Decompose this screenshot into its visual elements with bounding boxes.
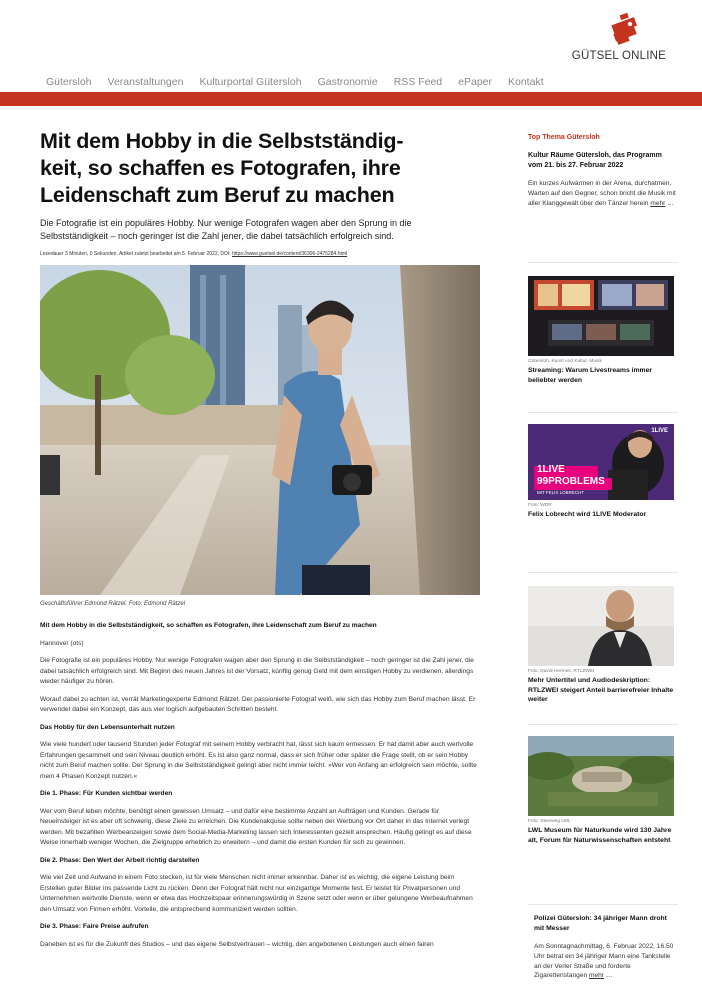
sidebar-card[interactable]: [528, 736, 674, 845]
card-source: Gütersloh, Kunst und Kultur, Musik: [528, 359, 602, 364]
news-teaser: Am Sonntagnachmittag, 6. Februar 2022, 16.50 Uhr betrat ein 34 jähriger Mann eine Tankstelle an der Verler Straße und forderte Zigarettenstangen: [534, 943, 674, 980]
article: [40, 128, 480, 957]
card-image-text: 1LIVE: [537, 464, 565, 475]
top-thema-title[interactable]: Kultur Räume Gütersloh, das Programm vom 21. bis 27. Februar 2022: [528, 152, 662, 169]
sidebar-top-thema: [528, 134, 678, 209]
title-line: Mit dem Hobby in die Selbstständig-: [40, 129, 404, 153]
card-image: [528, 736, 674, 816]
card-source: Foto: Steinweg LWL: [528, 819, 571, 824]
sidebar-divider: [528, 262, 678, 263]
article-meta: [40, 251, 480, 257]
card-image: [528, 586, 674, 666]
body-paragraph: Daneben ist es für die Zukunft des Studios – und das eigene Selbstvertrauen – wichtig, den angebotenen Leistungen auch einen fairen: [40, 940, 434, 948]
sidebar-card[interactable]: [528, 276, 674, 385]
top-thema-teaser: Ein kurzes Aufwärmen in der Arena, durchatmen, Warten auf den Gegner, schon bricht die Musik mit aller Klanggewalt über den Tänzer herein: [528, 180, 676, 207]
body-heading: Die 2. Phase: Den Wert der Arbeit richtig darstellen: [40, 856, 200, 864]
sidebar-divider: [528, 572, 678, 573]
card-title[interactable]: Streaming: Warum Livestreams immer beliebter werden: [528, 367, 653, 384]
nav-item-kulturportal[interactable]: Kulturportal Gütersloh: [199, 76, 302, 88]
site-logo[interactable]: [556, 12, 666, 68]
nav-item-rss-feed[interactable]: RSS Feed: [393, 76, 443, 88]
news-title[interactable]: Polizei Gütersloh: 34 jähriger Mann droht mit Messer: [534, 915, 667, 932]
body-paragraph: Wie viel Zeit und Aufwand in einem Foto stecken, ist für viele Menschen nicht immer erkennbar. Daher ist es wichtig, die eigene Leistung beim Erstellen guter Bilder ins passende Licht zu rücken. Denn der Fotograf hält nicht nur einzigartige Momente fest. Er leistet für Privatpersonen und Unternehmen wertvolle Dienste, wenn er etwa das Hochzeitspaar erinnerungswürdig in Szene setzt oder wenn er über gelungene Werbeaufnahmen den Umsatz von Firmen erhöht. Vorteile, die entsprechend kommuniziert werden sollten.: [40, 874, 473, 913]
card-image-text: MIT FELIX LOBRECHT: [537, 490, 585, 495]
card-title[interactable]: Mehr Untertitel und Audiodeskription: RTLZWEI steigert Anteil barrierefreier Inhalte weiter: [528, 677, 674, 703]
meta-text: Lesedauer 3 Minuten, 0 Sekunden. Artikel zuletzt bearbeitet am 5. Februar 2022, DOI:: [40, 251, 231, 257]
sidebar-card[interactable]: [528, 424, 674, 520]
body-paragraph: Hannover (ots): [40, 639, 84, 647]
article-title: [40, 128, 480, 209]
photo-caption: Geschäftsführer Edmond Rätzel. Foto: Edmond Rätzel: [40, 601, 186, 607]
body-paragraph: Worauf dabei zu achten ist, verrät Marketingexperte Edmond Rätzel. Der passionierte Fotograf weiß, wie sich das Hobby zum Beruf machen lässt. Er verwendet dabei ein Konzept, das aus vier logisch aufgebauten Schritten besteht.: [40, 695, 476, 713]
sidebar-card[interactable]: [528, 586, 674, 705]
ellipsis: …: [604, 972, 613, 980]
nav-item-gastronomie[interactable]: Gastronomie: [317, 76, 378, 88]
card-title[interactable]: LWL Museum für Naturkunde wird 130 Jahre alt, Forum für Naturwissenschaften entsteht: [528, 827, 672, 844]
body-heading: Die 3. Phase: Faire Preise aufrufen: [40, 923, 149, 930]
sidebar-divider: [528, 724, 678, 725]
more-link[interactable]: mehr: [650, 200, 666, 207]
more-link[interactable]: mehr: [589, 972, 605, 980]
top-thema-text: [528, 179, 678, 209]
article-body: [40, 621, 480, 950]
article-lead: Die Fotografie ist ein populäres Hobby. Nur wenige Fotografen wagen aber den Sprung in die Selbstständigkeit – noch geringer ist die Zahl jener, die dabei tatsächlich erfolgreich sind.: [40, 218, 412, 241]
ellipsis: …: [665, 200, 674, 207]
news-text: [534, 942, 674, 981]
sidebar-divider: [528, 904, 678, 905]
body-heading: Mit dem Hobby in die Selbstständigkeit, so schaffen es Fotografen, ihre Leidenschaft zum Beruf zu machen: [40, 622, 377, 629]
body-paragraph: Die Fotografie ist ein populäres Hobby. Nur wenige Fotografen wagen aber den Sprung in die Selbstständigkeit – noch geringer ist die Zahl jener, die dabei tatsächlich erfolgreich sind. Mit Beginn des neuen Jahres ist der Vorsatz, künftig genug Geld mit dem einstigen Hobby zu verdienen, allerdings wieder häufiger zu hören.: [40, 657, 474, 685]
sidebar-news-item: [534, 914, 674, 981]
sidebar-divider: [528, 412, 678, 413]
card-source: Foto: David Hermes, RTLZWEI: [528, 669, 595, 674]
card-title[interactable]: Felix Lobrecht wird 1LIVE Moderator: [528, 511, 647, 518]
body-paragraph: Wer vom Beruf leben möchte, benötigt einen gewissen Umsatz – und dafür eine bestimmte Anzahl an Aufträgen und Kunden. Gerade für Neueinsteiger ist es aber oft schwierig, diese Ziele zu erreichen. Die Kundenakquise sollte neben der Werbung vor Ort daher in das Internet verlegt werden. Mit bezahlten Werbeanzeigen sowie dem Social-Media-Marketing lassen sich Interessenten gezielt ansprechen. Häufig gelingt es auf diese Weise innerhalb weniger Wochen, die Zielgruppe erheblich zu erweitern – und damit die ersten Kunden für sich zu gewinnen.: [40, 807, 472, 846]
title-line: Leidenschaft zum Beruf zu machen: [40, 183, 395, 207]
main-nav: [46, 76, 560, 88]
logo-icon: [608, 12, 644, 46]
card-image: [528, 276, 674, 356]
nav-item-veranstaltungen[interactable]: Veranstaltungen: [107, 76, 184, 88]
card-image-badge: 1LIVE: [651, 428, 668, 434]
header-bar: [0, 92, 702, 106]
body-heading: Das Hobby für den Lebensunterhalt nutzen: [40, 723, 175, 731]
card-source: Foto: WDR: [528, 503, 552, 508]
nav-item-guetersloh[interactable]: Gütersloh: [46, 76, 92, 88]
card-image: [528, 424, 674, 500]
nav-item-epaper[interactable]: ePaper: [458, 76, 492, 88]
card-image-text: 99PROBLEMS: [537, 476, 605, 487]
body-paragraph: Wie viele hundert oder tausend Stunden jeder Fotograf mit seinem Hobby verbracht hat, lässt sich kaum ermessen. Er hat damit aber auch wertvolle Erfahrungen gesammelt und sein Niveau deutlich erhöht. Es ist also ganz normal, dass er sich früher oder später die Frage stellt, ob er sein Hobby nicht zum Beruf machen sollte. Der Sprung in die Selbstständigkeit gelingt aber nicht immer leicht. »Wer von Anfang an erfolgreich sein möchte, sollte mein 4 Phasen Konzept nutzen.«: [40, 741, 477, 780]
logo-text: GÜTSEL ONLINE: [571, 50, 666, 62]
hero-photo: [40, 265, 480, 595]
doi-link[interactable]: https://www.guetsel.de/content/36306-2475284.html: [232, 251, 348, 257]
title-line: keit, so schaffen es Fotografen, ihre: [40, 156, 401, 180]
nav-item-kontakt[interactable]: Kontakt: [508, 76, 544, 88]
top-thema-label: Top Thema Gütersloh: [528, 134, 600, 141]
body-heading: Die 1. Phase: Für Kunden sichtbar werden: [40, 790, 173, 797]
